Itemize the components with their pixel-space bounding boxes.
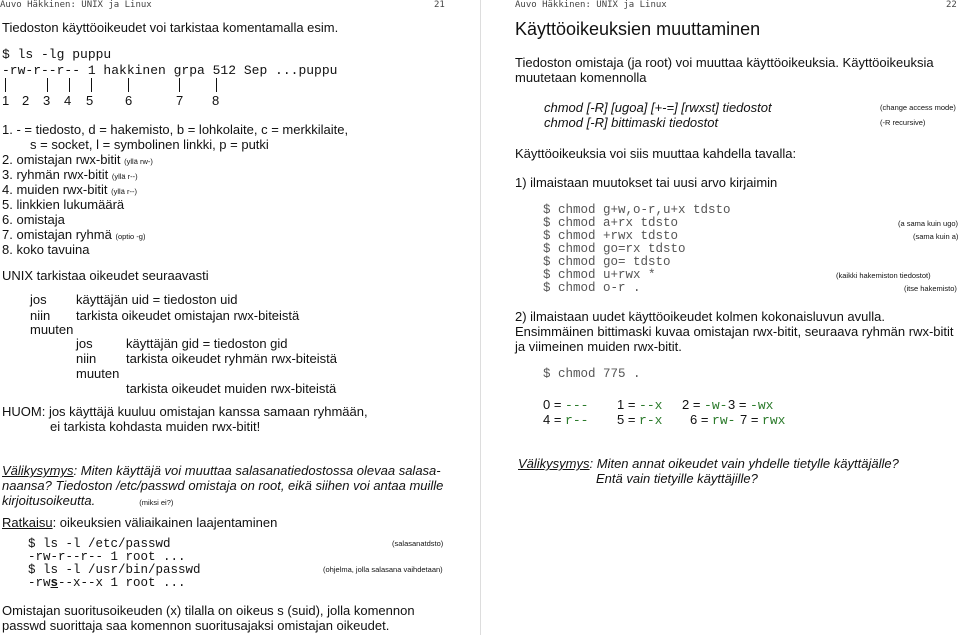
question-label: Välikysymys [2,463,74,478]
ls-command: $ ls -lg puppu [2,47,112,62]
chmod-example: $ chmod a+rx tdsto [543,216,679,230]
left-page-number: 21 [434,0,445,10]
octal-entry: 6 = rw- [690,412,736,428]
list-item: s = socket, l = symbolinen linkki, p = putki [30,137,269,152]
list-item: 2. omistajan rwx-bitit (yllä rw-) [2,152,153,167]
solution-label: Ratkaisu [2,515,53,530]
algo-text: käyttäjän uid = tiedoston uid [76,292,238,307]
ls-output: -rw-r--r-- 1 hakkinen grpa 512 Sep ...puppu [2,63,338,78]
solution-output: -rw-r--r-- 1 root ... [28,550,186,564]
algo-text: tarkista oikeudet muiden rwx-biteistä [126,381,337,396]
solution-note: (salasanatdsto) [392,539,444,548]
pointer-bar [128,78,129,92]
octal-entry: 7 = rwx [740,412,786,428]
column-number: 1 [2,93,10,108]
right-question-label: Välikysymys [518,456,590,471]
suid-bit: s [50,576,59,590]
intro-text: Tiedoston käyttöoikeudet voi tarkistaa komentamalla esim. [2,20,339,35]
octal-entry: 0 = --- [543,397,589,413]
chmod-octal-example: $ chmod 775 . [543,367,641,381]
octal-entry: 4 = r-- [543,412,589,428]
page-title: Käyttöoikeuksien muuttaminen [515,19,761,39]
huom-line: HUOM: jos käyttäjä kuuluu omistajan kanssa samaan ryhmään, [2,404,368,419]
huom-line: ei tarkista kohdasta muiden rwx-bitit! [50,419,261,434]
algo-keyword: muuten [76,366,120,381]
column-number: 3 [43,93,51,108]
octal-entry: 2 = -w- [682,397,728,413]
list-item: 8. koko tavuina [2,242,90,257]
example-note: (kaikki hakemiston tiedostot) [836,271,931,280]
solution-command: $ ls -l /usr/bin/passwd [28,563,201,577]
list-item: 4. muiden rwx-bitit (yllä r--) [2,182,137,197]
column-number: 5 [86,93,94,108]
intro-line: Tiedoston omistaja (ja root) voi muuttaa käyttöoikeuksia. Käyttöoikeuksia [515,55,934,70]
final-line: Omistajan suoritusoikeuden (x) tilalla on oikeus s (suid), jolla komennon [2,603,415,618]
way-one: 1) ilmaistaan muutokset tai uusi arvo kirjaimin [515,175,778,190]
chmod-example: $ chmod go= tdsto [543,255,671,269]
pointer-bar [5,78,6,92]
algo-text: tarkista oikeudet omistajan rwx-biteistä [76,308,300,323]
right-page-number: 22 [946,0,957,10]
way-two: 2) ilmaistaan uudet käyttöoikeudet kolmen kokonaisluvun avulla. [515,309,885,324]
syntax-note: (change access mode) [880,103,956,112]
chmod-example: $ chmod u+rwx * [543,268,656,282]
list-item: 6. omistaja [2,212,65,227]
way-two: ja viimeinen muiden rwx-bitit. [515,339,682,354]
right-question-line: Entä vain tietyille käyttäjille? [596,471,758,486]
pointer-bar [91,78,92,92]
ways-text: Käyttöoikeuksia voi siis muuttaa kahdella tavalla: [515,146,797,161]
example-note: (sama kuin a) [913,232,959,241]
check-title: UNIX tarkistaa oikeudet seuraavasti [2,268,209,283]
octal-entry: 1 = --x [617,397,663,413]
question-line: naansa? Tiedoston /etc/passwd omistaja on root, eikä siihen voi antaa muille [2,478,444,493]
chmod-example: $ chmod +rwx tdsto [543,229,679,243]
solution-note: (ohjelma, jolla salasana vaihdetaan) [323,565,443,574]
column-number: 8 [212,93,220,108]
octal-entry: 3 = -wx [728,397,774,413]
chmod-example: $ chmod g+w,o-r,u+x tdsto [543,203,731,217]
left-header-title: Auvo Häkkinen: UNIX ja Linux [0,0,152,10]
algo-keyword: niin [30,308,51,323]
way-two: Ensimmäinen bittimaski kuvaa omistajan rwx-bitit, seuraava ryhmän rwx-bitit [515,324,954,339]
list-item: 7. omistajan ryhmä (optio -g) [2,227,146,242]
algo-keyword: muuten [30,322,74,337]
column-number: 4 [64,93,72,108]
syntax-note: (-R recursive) [880,118,926,127]
algo-text: käyttäjän gid = tiedoston gid [126,336,288,351]
list-item: 3. ryhmän rwx-bitit (yllä r--) [2,167,138,182]
algo-keyword: jos [76,336,93,351]
final-line: passwd suorittaja saa komennon suoritusajaksi omistajan oikeudet. [2,618,390,633]
solution-output: -rws--x--x 1 root ... [28,576,186,590]
chmod-example: $ chmod go=rx tdsto [543,242,686,256]
pointer-bar [69,78,70,92]
pointer-bar [47,78,48,92]
example-note: (a sama kuin ugo) [898,219,959,228]
chmod-syntax: chmod [-R] bittimaski tiedostot [544,115,719,130]
right-header-title: Auvo Häkkinen: UNIX ja Linux [515,0,667,10]
chmod-example: $ chmod o-r . [543,281,641,295]
column-number: 6 [125,93,133,108]
list-item: 5. linkkien lukumäärä [2,197,125,212]
algo-keyword: jos [30,292,47,307]
list-item: 1. - = tiedosto, d = hakemisto, b = lohkolaite, c = merkkilaite, [2,122,349,137]
page-divider [480,0,481,635]
intro-line: muutetaan komennolla [515,70,647,85]
solution-command: $ ls -l /etc/passwd [28,537,171,551]
pointer-bar [216,78,217,92]
example-note: (itse hakemisto) [904,284,957,293]
octal-entry: 5 = r-x [617,412,663,428]
solution-title: Ratkaisu: oikeuksien väliaikainen laajentaminen [2,515,278,530]
algo-text: tarkista oikeudet ryhmän rwx-biteistä [126,351,337,366]
column-number: 2 [22,93,30,108]
pointer-bar [179,78,180,92]
right-question-line: Välikysymys: Miten annat oikeudet vain yhdelle tietylle käyttäjälle? [518,456,899,471]
chmod-syntax: chmod [-R] [ugoa] [+-=] [rwxst] tiedostot [544,100,772,115]
algo-keyword: niin [76,351,97,366]
question-line: Välikysymys: Miten käyttäjä voi muuttaa salasanatiedostossa olevaa salasa- [2,463,441,478]
column-number: 7 [176,93,184,108]
question-line: kirjoitusoikeutta. (miksi ei?) [2,493,174,508]
